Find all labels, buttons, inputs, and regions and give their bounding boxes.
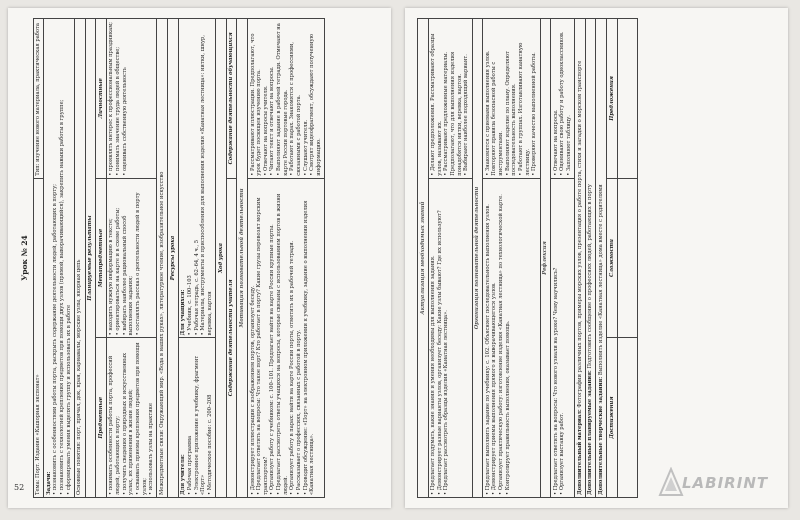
lesson-plan-table (32, 18, 325, 498)
personal-item: • понимать значение труда людей в обществе; (114, 46, 121, 176)
extra-material-label: Дополнительный материал: (576, 409, 583, 495)
reflection-student-item: • Отвечают на вопросы. (552, 109, 559, 176)
subject-item: • использовать узлы на практике (147, 403, 154, 495)
subject-item: • понимать особенности работы порта, профессий людей, работающих в порту; (107, 355, 121, 495)
type-cell (33, 19, 44, 179)
student-label: Для учащихся: (179, 289, 186, 336)
teacher-activity-item: • Предлагает ответить на вопросы: Что такое порт? Кто работает в порту? Какие грузы перевозят морским транспортом? (255, 197, 269, 495)
tasks-cell (43, 19, 74, 498)
student-activity-header: Содержание деятельности обучающихся (226, 19, 237, 179)
stage-organization: Организация познавательной деятельности (472, 19, 483, 498)
task-item: • познакомить с особенностями работы порта, раскрыть содержание деятельности людей, работающих в порту; (51, 184, 58, 495)
organization-teacher (482, 178, 539, 497)
personal-results (106, 19, 157, 179)
reflection-student-item: • Оценивают свою работу и работу одноклассников. (558, 31, 565, 176)
subject-item: • осваивать приемы крепления предметов при помощи узлов; (134, 342, 148, 495)
suggestions-header: Предложения (606, 19, 617, 179)
subject-results (106, 338, 157, 498)
lesson-title: Урок № 24 (19, 235, 29, 281)
extra-material: Фотографии различных портов, примеры морских узлов, презентация о работе порта, стихи и загадки о морском транспорте (576, 60, 583, 408)
student-activity-item: • Выполняют задание в рабочей тетради. Отмечают на карте России портовые города. (275, 23, 289, 176)
extra-creative-cell (595, 19, 606, 498)
extra-creative-label: Дополнительные творческие задания: (597, 376, 604, 495)
achievements-cell (617, 338, 637, 498)
meta-results (106, 178, 157, 338)
difficulties-cell (617, 178, 637, 338)
teacher-resource-item: • Рабочая программа (186, 435, 193, 495)
actualization-teacher-item: • Предлагает рассмотреть образцы изделия «Канатная лестница». (442, 310, 449, 495)
progress-header: Ход урока (215, 19, 226, 498)
left-page-content (20, 18, 380, 498)
organization-teacher-item: • Демонстрирует приемы выполнения прямого и выворачивающегося узлов. (490, 282, 497, 495)
type-label: Тип: изучение нового материала, практическая работа (34, 22, 41, 176)
student-activity-item: • Рассматривают иллюстрации. Предполагают, что урок будет посвящен изучению порта. (249, 33, 262, 176)
extra-planned: Подготовить сообщение о профессиях людей, работающих в порту (586, 184, 593, 369)
student-activity-item: • Отвечают на вопросы учителя. (262, 85, 269, 176)
teacher-activity-item: • Рассказывает о профессиях, связанных с работой в порту. (295, 329, 302, 495)
tasks-label: Задачи: (45, 471, 52, 495)
resources-header: Ресурсы урока (167, 19, 178, 498)
meta-item: • ориентироваться на карте и в схеме работы; (114, 207, 121, 336)
concepts-cell (74, 19, 85, 498)
extra-creative: Выполнить изделие «Канатная лестница» дома вместе с родителями (597, 184, 604, 376)
page-number: 52 (14, 483, 25, 492)
results-header: Планируемые результаты (85, 19, 96, 498)
col-subject-header: Предметные (95, 338, 106, 498)
task-item: • познакомить с технологией крепления предметов при помощи двух узлов (прямой, выворачивающийся), закрепить навыки работы в группе; (58, 99, 65, 495)
extra-material-cell (574, 19, 585, 498)
col-personal-header: Личностные (95, 19, 106, 179)
watermark-icon (658, 467, 684, 497)
suggestions-cell (617, 19, 637, 179)
teacher-activity-item: • Проводит обсуждение: «Порт» на электронном приложении к учебнику, задание о выполнении изделия «Канатная лестница». (302, 200, 315, 495)
achievements-header: Достижения (606, 338, 617, 498)
difficulties-header: Сложности (606, 178, 617, 338)
meta-item: • составлять рассказ о деятельности людей в порту (134, 192, 141, 336)
extra-planned-cell (585, 19, 596, 498)
teacher-resource-item: • Методическое пособие: с. 200–208 (206, 394, 213, 495)
topic-label: Тема: Порт. Издание «Кашорная экспонат» (34, 374, 41, 495)
personal-item: • проявлять интерес к профессиональным праздникам; (107, 21, 114, 176)
personal-item: • оценивать собственную деятельность (121, 67, 128, 176)
lesson-continuation-table (417, 18, 638, 498)
organization-teacher-item: • Предлагает выполнить задание по учебнику: с. 102. Объясняет последовательность выполнения узлов. (484, 204, 491, 495)
organization-student-item: • Знакомятся с приемами выполнения узлов. Повторяют правила безопасной работы с инструментами. (484, 50, 504, 176)
teacher-activity-item: • Организует работу в парах: найти на карте России порты, отметить их в рабочей тетради. (288, 240, 295, 495)
student-resource-item: • Материалы, инструменты и приспособления для выполнения изделия «Канатная лестница»: нитки, шнур, веревка, картон (199, 35, 213, 336)
student-activity-item: • Смотрят видеофрагмент, обсуждают полученную информацию. (308, 33, 322, 176)
concepts-line: Основные понятия: порт, причал, док, кран, карнавалы, морские узлы, якорная цепь (75, 259, 82, 495)
organization-students (482, 19, 539, 179)
stage-motivation: Мотивация познавательной деятельности (236, 19, 247, 498)
actualization-student-item: • Рассматривают предложенные материалы. Предполагают, что для выполнения изделия понадобятся нитки, веревка, картон. (442, 51, 463, 176)
stage-reflection: Рефлексия (540, 19, 551, 498)
reflection-teacher (550, 178, 574, 497)
reflection-student-item: • Заполняют таблицу. (565, 115, 572, 176)
student-resource-item: • Рабочая тетрадь, с. 62–64, 4 ч., 5 (193, 239, 200, 336)
reflection-students (550, 19, 574, 179)
actualization-teacher (428, 178, 472, 497)
reflection-teacher-item: • Предлагает ответить на вопросы: Что нового узнали на уроке? Чему научились? (552, 267, 559, 495)
stage-actualization: Актуализация необходимых знаний (417, 19, 428, 498)
actualization-student-item: • Делают предположения. Рассматривают образцы узлов, называют их. (429, 33, 443, 176)
right-page (405, 8, 788, 508)
task-item: • сформировать умения выделять группу и использовать их в работе (65, 304, 72, 495)
teacher-resources (178, 338, 215, 498)
organization-student-item: • Работают в группах. Изготавливают канатную лестницу. (517, 42, 531, 176)
interdisciplinary: Межпредметные связи: Окружающий мир. «Вода в наших руках», литературное чтение, изобразительное искусство (158, 171, 165, 495)
teacher-activity-item: • Организует работу с учебником: с. 100–101. Предлагает найти на карте России крупные порты. (268, 224, 275, 495)
watermark-text: LABIRINT (682, 474, 769, 492)
actualization-teacher-item: • Демонстрирует разные варианты узлов, организует беседу: Какие узлы бывают? Где их используют? (436, 210, 443, 495)
organization-student-item: • Выполняют изделие по плану. Определяют последовательность выполнения. (504, 51, 517, 176)
right-page-content (417, 18, 777, 498)
teacher-label: Для учителя: (179, 454, 186, 495)
actualization-teacher-item: • Предлагает подумать, какие знания и умения необходимы для выполнения задания. (429, 255, 436, 495)
topic-cell (33, 178, 44, 497)
col-meta-header: Метапредметные (95, 178, 106, 338)
organization-student-item: • Проверяют качество выполненной работы. (530, 52, 537, 176)
meta-item: • находить нужную информацию в тексте; (107, 218, 114, 336)
actualization-student-item: • Выбирают наиболее подходящий вариант. (462, 54, 469, 176)
organization-teacher-item: • Организует практическую работу: изготовление изделия «Канатная лестница» по технологической карте. (497, 194, 504, 495)
reflection-teacher-item: • Организует выставку работ. (558, 412, 565, 495)
student-activity-item: • Слушают учителя. (302, 119, 309, 176)
student-activity-item: • Работают в парах. Знакомятся с профессиями, связанными с работой порта. (288, 41, 302, 176)
subject-item: • получить сведения о природных и искусственных узлах, их применении в жизни людей; (121, 352, 134, 495)
organization-teacher-item: • Контролирует правильность выполнения, оказывает помощь. (504, 320, 511, 495)
interdisciplinary-cell (156, 19, 167, 498)
teacher-activity-header: Содержание деятельности учителя (226, 178, 237, 497)
actualization-students (428, 19, 472, 179)
student-resource-item: • Учебник, с. 100–103 (186, 275, 193, 336)
extra-planned-label: Дополнительные планируемые задания: (586, 370, 593, 495)
teacher-activity-item: • Демонстрирует иллюстрации с изображением портов, организует беседу. (249, 285, 255, 495)
left-page (8, 8, 391, 508)
watermark-logo (658, 464, 778, 500)
teacher-resource-item: • Электронное приложение к учебнику, фрагмент «Порт» (193, 355, 206, 495)
student-resources (178, 19, 215, 338)
meta-item: • выбирать наиболее рациональный способ выполнения задания; (121, 215, 134, 336)
teacher-activity-item: • Предлагает рассмотреть ответы учащихся на вопросы, которые связаны с использованием портов в жизни людей. (275, 193, 289, 495)
student-activity-item: • Читают текст и отвечают на вопросы. (268, 66, 275, 176)
student-activity (247, 19, 324, 179)
teacher-activity (247, 178, 324, 497)
